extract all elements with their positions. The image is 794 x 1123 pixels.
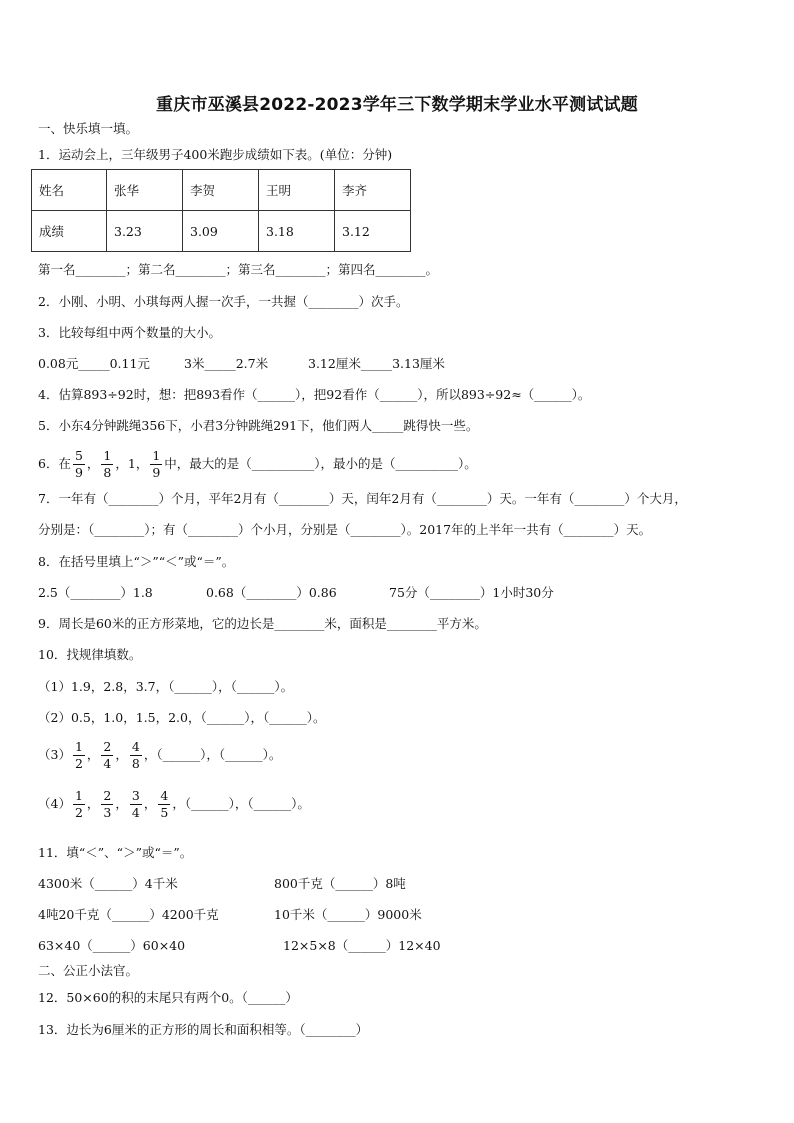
compare-item: 12×5×8（______）12×40: [283, 938, 441, 953]
numerator: 5: [73, 450, 85, 466]
compare-item: 4300米（______）4千米: [38, 876, 178, 891]
fraction: [130, 787, 142, 820]
compare-item: 0.08元_____0.11元: [38, 356, 150, 371]
question-1: 1．运动会上，三年级男子400米跑步成绩如下表。(单位：分钟): [38, 147, 393, 162]
denominator: 9: [74, 465, 83, 480]
question-10-part-2: （2）0.5，1.0，1.5，2.0，（______），（______）。: [38, 710, 326, 725]
question-2: 2．小刚、小明、小琪每两人握一次手，一共握（________）次手。: [38, 294, 409, 309]
question-12: 12．50×60的积的末尾只有两个0。（______）: [38, 990, 298, 1005]
numerator: 2: [101, 741, 113, 757]
question-13: 13．边长为6厘米的正方形的周长和面积相等。（________）: [38, 1022, 369, 1037]
denominator: 4: [131, 805, 140, 820]
question-3: 3．比较每组中两个数量的大小。: [38, 325, 221, 340]
denominator: 3: [103, 805, 112, 820]
score-table: [31, 169, 411, 252]
numerator: 1: [73, 790, 85, 806]
denominator: 8: [103, 465, 112, 480]
compare-item: 75分（________）1小时30分: [389, 585, 554, 600]
rank-1: 第一名________；: [38, 262, 139, 277]
table-cell: 成绩: [32, 211, 107, 252]
fraction: [73, 447, 85, 480]
table-row-scores: [32, 211, 411, 252]
part-label: （3）: [38, 747, 71, 762]
rank-4: 第四名________。: [338, 262, 439, 277]
compare-item: 800千克（______）8吨: [274, 876, 406, 891]
fraction: [101, 738, 113, 771]
compare-item: 0.68（________）0.86: [206, 585, 337, 600]
numerator: 4: [158, 790, 170, 806]
fraction: [73, 787, 85, 820]
numerator: 1: [150, 450, 162, 466]
numerator: 3: [130, 790, 142, 806]
table-row-names: [32, 170, 411, 211]
question-9: 9．周长是60米的正方形菜地，它的边长是________米，面积是________平方米。: [38, 616, 487, 631]
compare-item: 2.5（________）1.8: [38, 585, 153, 600]
question-4: 4．估算893÷92时，想：把893看作（______），把92看作（______），所以893÷92≈（______）。: [38, 387, 591, 402]
denominator: 2: [74, 805, 83, 820]
part-tail: ，（______），（______）。: [172, 796, 310, 811]
denominator: 5: [160, 805, 169, 820]
question-11: 11．填“＜”、“＞”或“＝”。: [38, 845, 193, 860]
fraction: [73, 738, 85, 771]
question-10: 10．找规律填数。: [38, 647, 142, 662]
question-7-line-1: 7．一年有（________）个月，平年2月有（________）天，闰年2月有（________）天。一年有（________）个大月，: [38, 491, 687, 506]
numerator: 1: [101, 450, 113, 466]
compare-item: 4吨20千克（______）4200千克: [38, 907, 219, 922]
page-title: 重庆市巫溪县2022-2023学年三下数学期末学业水平测试试题: [156, 95, 638, 115]
question-1-ranks: [38, 261, 438, 279]
denominator: 2: [74, 756, 83, 771]
numerator: 2: [101, 790, 113, 806]
rank-2: 第二名________；: [138, 262, 239, 277]
part-tail: ，（______），（______）。: [143, 747, 282, 762]
question-11-row: [38, 906, 422, 924]
question-5: 5．小东4分钟跳绳356下，小君3分钟跳绳291下，他们两人_____跳得快一些。: [38, 418, 479, 433]
fraction: [150, 447, 162, 480]
table-cell: 李贺: [183, 170, 259, 211]
fraction: [130, 738, 142, 771]
question-7-line-2: 分别是：（________）；有（________）个小月，分别是（________）。2017年的上半年一共有（________）天。: [38, 522, 652, 537]
question-10-part-3: （3） $\frac{1}{2}$ ， $\frac{2}{4}$ ， $\frac{4}{8}$ ，（______），（______）。: [38, 738, 282, 771]
table-cell: 3.23: [107, 211, 183, 252]
question-8: 8．在括号里填上“＞”“＜”或“＝”。: [38, 554, 235, 569]
numerator: 1: [73, 741, 85, 757]
table-cell: 李齐: [335, 170, 411, 211]
fraction: [101, 447, 113, 480]
denominator: 9: [152, 465, 161, 480]
question-8-items: [38, 584, 554, 602]
compare-item: 10千米（______）9000米: [274, 907, 422, 922]
question-10-part-1: （1）1.9，2.8，3.7，（______），（______）。: [38, 679, 294, 694]
q6-mid: ，1，: [115, 456, 149, 471]
q6-prefix: 6．在: [38, 456, 71, 471]
section-heading-1: 一、快乐填一填。: [38, 121, 139, 136]
numerator: 4: [130, 741, 142, 757]
table-cell: 张华: [107, 170, 183, 211]
denominator: 4: [103, 756, 112, 771]
fraction: [158, 787, 170, 820]
part-label: （4）: [38, 796, 71, 811]
table-cell: 3.18: [259, 211, 335, 252]
compare-item: 3米_____2.7米: [184, 356, 269, 371]
section-heading-2: 二、公正小法官。: [38, 963, 139, 978]
question-11-row: [38, 875, 406, 893]
question-10-part-4: （4） $\frac{1}{2}$ ， $\frac{2}{3}$ ， $\frac{3}{4}$ ， $\frac{4}{5}$ ，（______），（______）。: [38, 787, 310, 820]
q6-suffix: 中，最大的是（__________），最小的是（__________）。: [164, 456, 477, 471]
table-cell: 王明: [259, 170, 335, 211]
denominator: 8: [131, 756, 140, 771]
fraction: [101, 787, 113, 820]
question-11-row: [38, 937, 441, 955]
question-6: 6．在 $\frac{5}{9}$ ， $\frac{1}{8}$ ，1， $\frac{1}{9}$ 中，最大的是（__________），最小的是（__________）。: [38, 447, 477, 480]
question-3-items: [38, 355, 445, 373]
rank-3: 第三名________；: [238, 262, 339, 277]
compare-item: 63×40（______）60×40: [38, 938, 186, 953]
table-cell: 姓名: [32, 170, 107, 211]
table-cell: 3.12: [335, 211, 411, 252]
table-cell: 3.09: [183, 211, 259, 252]
compare-item: 3.12厘米_____3.13厘米: [308, 356, 445, 371]
